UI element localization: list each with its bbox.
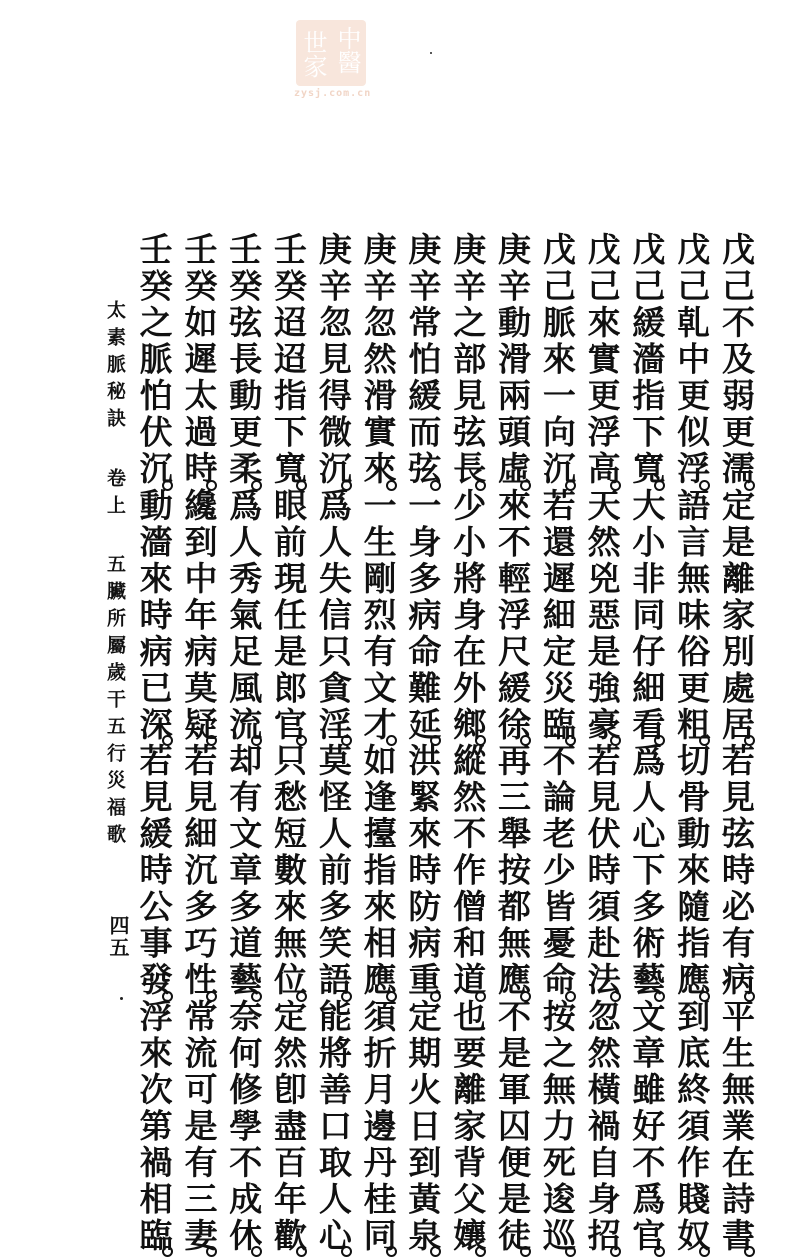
verse-phrase: 若還遲細定災臨: [537, 487, 577, 743]
verse-phrase: 奈何修學不成休: [224, 998, 264, 1254]
verse-phrase: 壬癸之脈怕伏沉: [134, 232, 174, 488]
verse-phrase: 語言無味俗更粗: [672, 487, 712, 743]
verse-phrase: 按之無力死逡巡: [537, 998, 577, 1254]
verse-phrase: 若見弦時必有病: [717, 743, 756, 999]
watermark-logo: [296, 20, 366, 86]
verse-phrase: 能將善口取人心: [313, 998, 353, 1254]
verse-phrase: 定是離家別處居: [717, 487, 756, 743]
verse-phrase: 也要離家背父孃: [448, 998, 488, 1254]
verse-phrase: 庚辛常怕緩而弦: [403, 232, 443, 488]
verse-phrase: 庚辛之部見弦長: [448, 232, 488, 488]
verse-phrase: 動濇來時病已深: [134, 487, 174, 743]
volume: 卷上: [104, 467, 126, 522]
verse-phrase: 眼前現任是郎官: [269, 487, 309, 743]
text-column: [668, 232, 713, 1254]
verse-phrase: 庚辛動滑兩頭虛: [493, 232, 533, 488]
verse-phrase: 須折月邊丹桂同: [358, 998, 398, 1254]
verse-phrase: 來不輕浮尺緩徐: [493, 487, 533, 743]
book-title: 太素脈秘訣: [104, 300, 126, 435]
verse-phrase: 到底終須作賤奴: [672, 998, 712, 1254]
verse-phrase: 再三舉按都無應: [493, 743, 533, 999]
verse-phrase: 庚辛忽見得微沉: [313, 232, 353, 488]
verse-phrase: 戊己不及弱更濡: [717, 232, 756, 488]
verse-phrase: 莫怪人前多笑語: [313, 743, 353, 999]
ink-speck: [430, 52, 432, 54]
verse-phrase: 少小將身在外鄉: [448, 487, 488, 743]
page-number: 四五: [106, 915, 130, 959]
text-column: [131, 232, 176, 1254]
verse-phrase: 戊己乹中更似浮: [672, 232, 712, 488]
verse-phrase: 如逢擡指來相應: [358, 743, 398, 999]
text-column: [713, 232, 758, 1254]
verse-phrase: 壬癸迢迢指下寬: [269, 232, 309, 488]
verse-phrase: 只愁短數來無位: [269, 743, 309, 999]
verse-phrase: 爲人失信只貪淫: [313, 487, 353, 743]
verse-phrase: 天然兇惡是強豪: [582, 487, 622, 743]
logo-text-left: 世家: [299, 30, 327, 78]
poem-body: [131, 232, 758, 1254]
verse-phrase: 洪緊來時防病重: [403, 743, 443, 999]
verse-phrase: 切骨動來隨指應: [672, 743, 712, 999]
text-column: [310, 232, 355, 1254]
verse-phrase: 若見細沉多巧性: [179, 743, 219, 999]
text-column: [489, 232, 534, 1254]
verse-phrase: 不論老少皆憂命: [537, 743, 577, 999]
verse-phrase: 忽然橫禍自身招: [582, 998, 622, 1254]
ink-speck: [120, 997, 123, 1000]
text-column: [220, 232, 265, 1254]
verse-phrase: 爲人秀氣足風流: [224, 487, 264, 743]
verse-phrase: 一身多病命難延: [403, 487, 443, 743]
verse-phrase: 縱然不作僧和道: [448, 743, 488, 999]
verse-phrase: 戊己緩濇指下寬: [627, 232, 667, 488]
text-column: [624, 232, 669, 1254]
verse-phrase: 戊己來實更浮高: [582, 232, 622, 488]
verse-phrase: 若見緩時公事發: [134, 743, 174, 999]
text-column: [355, 232, 400, 1254]
text-column: [534, 232, 579, 1254]
verse-phrase: 一生剛烈有文才: [358, 487, 398, 743]
verse-phrase: 文章雖好不爲官: [627, 998, 667, 1254]
verse-phrase: 戊己脈來一向沉: [537, 232, 577, 488]
verse-phrase: 不是軍囚便是徒: [493, 998, 533, 1254]
verse-phrase: 常流可是有三妻: [179, 998, 219, 1254]
verse-phrase: 纔到中年病莫疑: [179, 487, 219, 743]
verse-phrase: 壬癸弦長動更柔: [224, 232, 264, 488]
text-column: [265, 232, 310, 1254]
text-column: [400, 232, 445, 1254]
text-column: [444, 232, 489, 1254]
verse-phrase: 壬癸如遲太過時: [179, 232, 219, 488]
text-column: [579, 232, 624, 1254]
verse-phrase: 定然卽盡百年歡: [269, 998, 309, 1254]
running-head: [100, 300, 130, 869]
section-title: 五臟所屬歲干五行災福歌: [104, 554, 126, 852]
watermark-url: zysj.com.cn: [294, 88, 372, 99]
verse-phrase: 定期火日到黃泉: [403, 998, 443, 1254]
verse-phrase: 平生無業在詩書: [717, 998, 756, 1254]
verse-phrase: 大小非同仔細看: [627, 487, 667, 743]
verse-phrase: 却有文章多道藝: [224, 743, 264, 999]
verse-phrase: 庚辛忽然滑實來: [358, 232, 398, 488]
verse-phrase: 若見伏時須赴法: [582, 743, 622, 999]
text-column: [176, 232, 221, 1254]
verse-phrase: 浮來次第禍相臨: [134, 998, 174, 1254]
logo-text-right: 中醫: [333, 26, 361, 74]
verse-phrase: 爲人心下多術藝: [627, 743, 667, 999]
